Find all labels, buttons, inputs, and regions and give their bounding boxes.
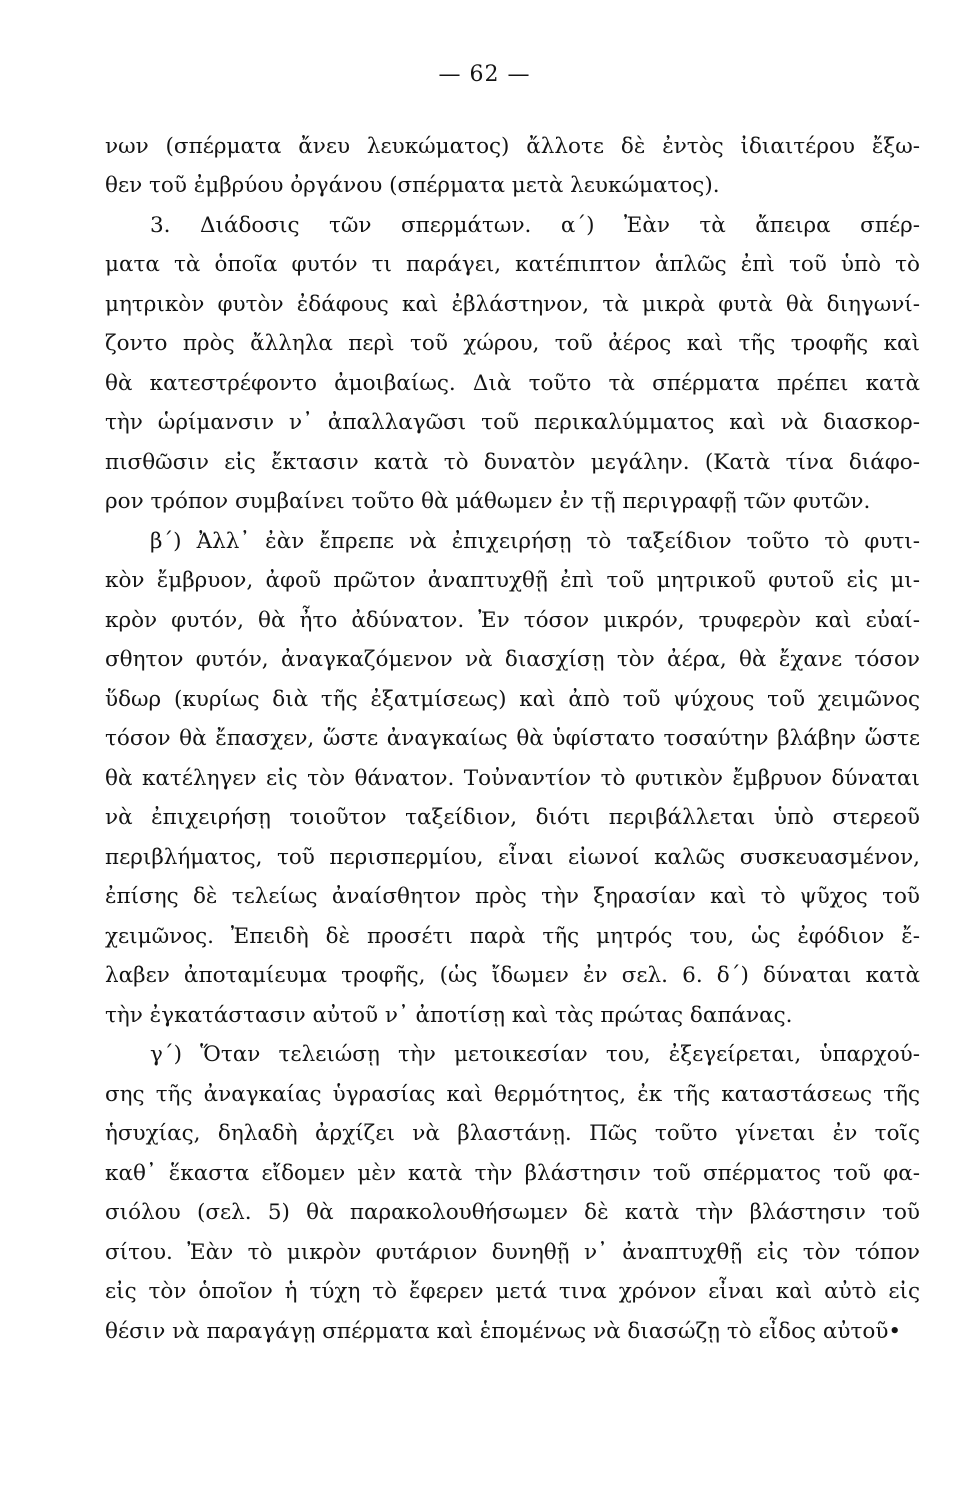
text-line: σης τῆς ἀναγκαίας ὑγρασίας καὶ θερμότητος, ἐκ τῆς καταστάσεως τῆς	[105, 1082, 920, 1107]
text-line: κὸν ἔμβρυον, ἀφοῦ πρῶτον ἀναπτυχθῇ ἐπὶ τοῦ μητρικοῦ φυτοῦ εἰς μι-	[105, 568, 920, 593]
text-line: θεν τοῦ ἐμβρύου ὀργάνου (σπέρματα μετὰ λευκώματος).	[105, 173, 720, 198]
text-line: κρὸν φυτόν, θὰ ἦτο ἀδύνατον. Ἐν τόσον μικρόν, τρυφερὸν καὶ εὐαί-	[105, 608, 920, 633]
text-line: σθητον φυτόν, ἀναγκαζόμενον νὰ διασχίσῃ τὸν ἀέρα, θὰ ἔχανε τόσον	[105, 647, 920, 672]
text-line: θέσιν νὰ παραγάγῃ σπέρματα καὶ ἑπομένως νὰ διασώζῃ τὸ εἶδος αὐτοῦ•	[105, 1319, 902, 1344]
text-line: ἐπίσης δὲ τελείως ἀναίσθητον πρὸς τὴν ξηρασίαν καὶ τὸ ψῦχος τοῦ	[105, 884, 920, 909]
text-line: τόσον θὰ ἔπασχεν, ὥστε ἀναγκαίως θὰ ὑφίστατο τοσαύτην βλάβην ὥστε	[105, 726, 920, 751]
text-line: θὰ κατεστρέφοντο ἀμοιβαίως. Διὰ τοῦτο τὰ σπέρματα πρέπει κατὰ	[105, 371, 920, 396]
text-line: σιόλου (σελ. 5) θὰ παρακολουθήσωμεν δὲ κατὰ τὴν βλάστησιν τοῦ	[105, 1200, 920, 1225]
text-line: σίτου. Ἐὰν τὸ μικρὸν φυτάριον δυνηθῇ ν᾽ ἀναπτυχθῇ εἰς τὸν τόπον	[105, 1240, 920, 1265]
text-line: εἰς τὸν ὁποῖον ἡ τύχη τὸ ἔφερεν μετά τινα χρόνον εἶναι καὶ αὐτὸ εἰς	[105, 1279, 920, 1304]
text-line: ὕδωρ (κυρίως διὰ τῆς ἐξατμίσεως) καὶ ἀπὸ τοῦ ψύχους τοῦ χειμῶνος	[105, 687, 920, 712]
text-line: ἡσυχίας, δηλαδὴ ἀρχίζει νὰ βλαστάνῃ. Πῶς τοῦτο γίνεται ἐν τοῖς	[105, 1121, 920, 1146]
text-line: τὴν ὡρίμανσιν ν᾽ ἀπαλλαγῶσι τοῦ περικαλύμματος καὶ νὰ διασκορ-	[105, 410, 920, 435]
page-number: — 62 —	[438, 62, 531, 87]
text-line: γ΄) Ὅταν τελειώσῃ τὴν μετοικεσίαν του, ἐξεγείρεται, ὑπαρχού-	[150, 1042, 920, 1067]
text-line: ματα τὰ ὁποῖα φυτόν τι παράγει, κατέπιπτον ἁπλῶς ἐπὶ τοῦ ὑπὸ τὸ	[105, 252, 920, 277]
text-line: 3. Διάδοσις τῶν σπερμάτων. α΄) Ἐὰν τὰ ἄπειρα σπέρ-	[150, 213, 920, 238]
text-line: καθ᾽ ἕκαστα εἴδομεν μὲν κατὰ τὴν βλάστησιν τοῦ σπέρματος τοῦ φα-	[105, 1161, 920, 1186]
text-line: χειμῶνος. Ἐπειδὴ δὲ προσέτι παρὰ τῆς μητρός του, ὡς ἐφόδιον ἔ-	[105, 924, 920, 949]
text-line: θὰ κατέληγεν εἰς τὸν θάνατον. Τοὐναντίον τὸ φυτικὸν ἔμβρυον δύναται	[105, 766, 920, 791]
text-line: νων (σπέρματα ἄνευ λευκώματος) ἄλλοτε δὲ ἐντὸς ἰδιαιτέρου ἔξω-	[105, 134, 920, 159]
text-line: ρον τρόπον συμβαίνει τοῦτο θὰ μάθωμεν ἐν τῇ περιγραφῇ τῶν φυτῶν.	[105, 489, 871, 514]
text-line: λαβεν ἀποταμίευμα τροφῆς, (ὡς ἴδωμεν ἐν σελ. 6. δ΄) δύναται κατὰ	[105, 963, 920, 988]
text-line: ζοντο πρὸς ἄλληλα περὶ τοῦ χώρου, τοῦ ἀέρος καὶ τῆς τροφῆς καὶ	[105, 331, 920, 356]
text-line: πισθῶσιν εἰς ἔκτασιν κατὰ τὸ δυνατὸν μεγάλην. (Κατὰ τίνα διάφο-	[105, 450, 920, 475]
text-line: μητρικὸν φυτὸν ἐδάφους καὶ ἐβλάστηνον, τὰ μικρὰ φυτὰ θὰ διηγωνί-	[105, 292, 920, 317]
text-line: β΄) Ἀλλ᾽ ἐὰν ἔπρεπε νὰ ἐπιχειρήσῃ τὸ ταξείδιον τοῦτο τὸ φυτι-	[150, 529, 920, 554]
text-line: νὰ ἐπιχειρήσῃ τοιοῦτον ταξείδιον, διότι περιβάλλεται ὑπὸ στερεοῦ	[105, 805, 920, 830]
text-line: τὴν ἐγκατάστασιν αὐτοῦ ν᾽ ἀποτίσῃ καὶ τὰς πρώτας δαπάνας.	[105, 1003, 793, 1028]
text-line: περιβλήματος, τοῦ περισπερμίου, εἶναι εἰωνοί καλῶς συσκευασμένον,	[105, 845, 920, 870]
